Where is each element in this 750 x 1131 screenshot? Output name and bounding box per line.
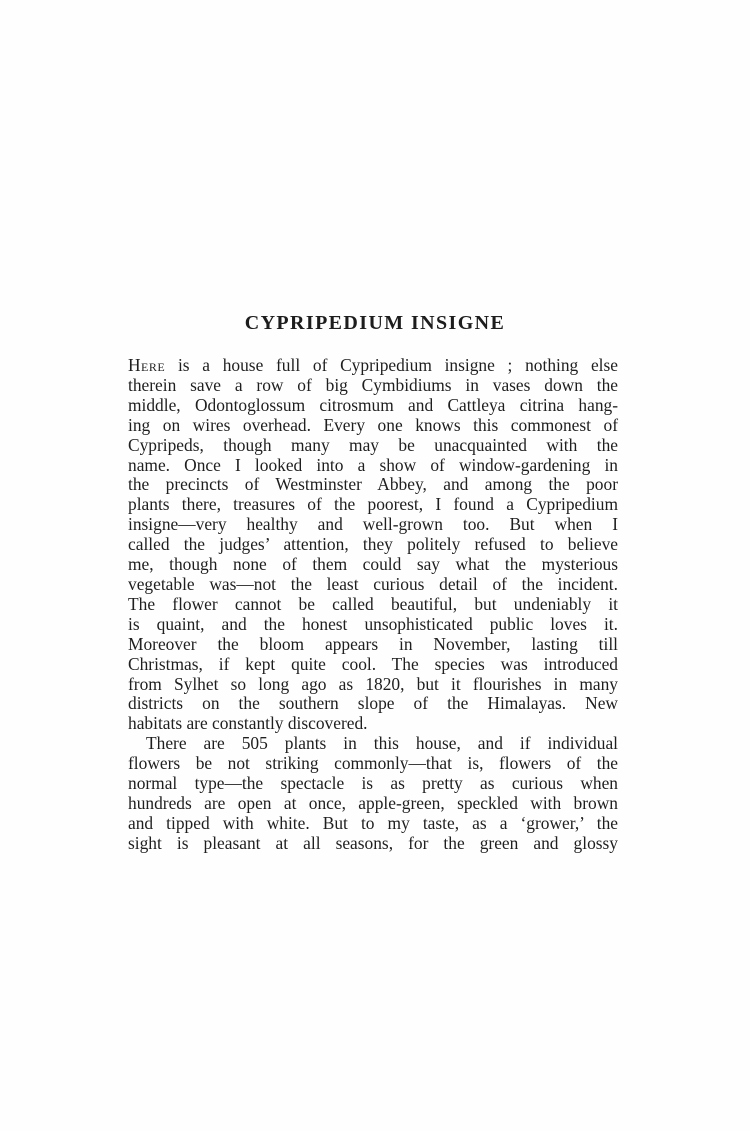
text-line: plants there, treasures of the poorest, I found a Cypripedium — [128, 494, 618, 515]
text-line: name. Once I looked into a show of window-gardening in — [128, 454, 618, 475]
text-line: therein save a row of big Cymbidiums in vases down the — [128, 374, 618, 395]
paragraph-2 — [128, 734, 618, 853]
text-line: districts on the southern slope of the Himalayas. New — [128, 693, 618, 714]
text-line: me, though none of them could say what the mysterious — [128, 554, 618, 575]
text-line: normal type—the spectacle is as pretty as curious when — [128, 773, 618, 794]
body-text — [128, 356, 618, 854]
text-line: hundreds are open at once, apple-green, speckled with brown — [128, 792, 618, 813]
text-line: flowers be not striking commonly—that is, flowers of the — [128, 753, 618, 774]
text-line: habitats are constantly discovered. — [128, 713, 368, 734]
text-line: the precincts of Westminster Abbey, and among the poor — [128, 474, 618, 495]
text-line: sight is pleasant at all seasons, for the green and glossy — [128, 832, 618, 853]
text-line: ing on wires overhead. Every one knows this commonest of — [128, 414, 618, 435]
text-line: Moreover the bloom appears in November, lasting till — [128, 633, 618, 654]
text-line-content: is a house full of Cypripedium insigne ; nothing else — [165, 355, 618, 375]
text-line: called the judges’ attention, they politely refused to believe — [128, 534, 618, 555]
paragraph-1 — [128, 356, 618, 734]
text-line: middle, Odontoglossum citrosmum and Cattleya citrina hang- — [128, 394, 618, 415]
text-line: from Sylhet so long ago as 1820, but it flourishes in many — [128, 673, 618, 694]
text-line: There are 505 plants in this house, and if individual — [146, 733, 618, 754]
text-line: insigne—very healthy and well-grown too. But when I — [128, 514, 618, 535]
text-line: Christmas, if kept quite cool. The species was introduced — [128, 653, 618, 674]
text-line: Cypripeds, though many may be unacquainted with the — [128, 434, 618, 455]
text-line: vegetable was—not the least curious detail of the incident. — [128, 573, 618, 594]
chapter-title: CYPRIPEDIUM INSIGNE — [244, 312, 506, 334]
text-line: The flower cannot be called beautiful, but undeniably it — [128, 593, 618, 614]
lead-word: Here — [128, 355, 166, 375]
text-line — [128, 356, 618, 376]
text-line: is quaint, and the honest unsophisticated public loves it. — [128, 613, 618, 634]
text-line: and tipped with white. But to my taste, as a ‘grower,’ the — [128, 812, 618, 833]
